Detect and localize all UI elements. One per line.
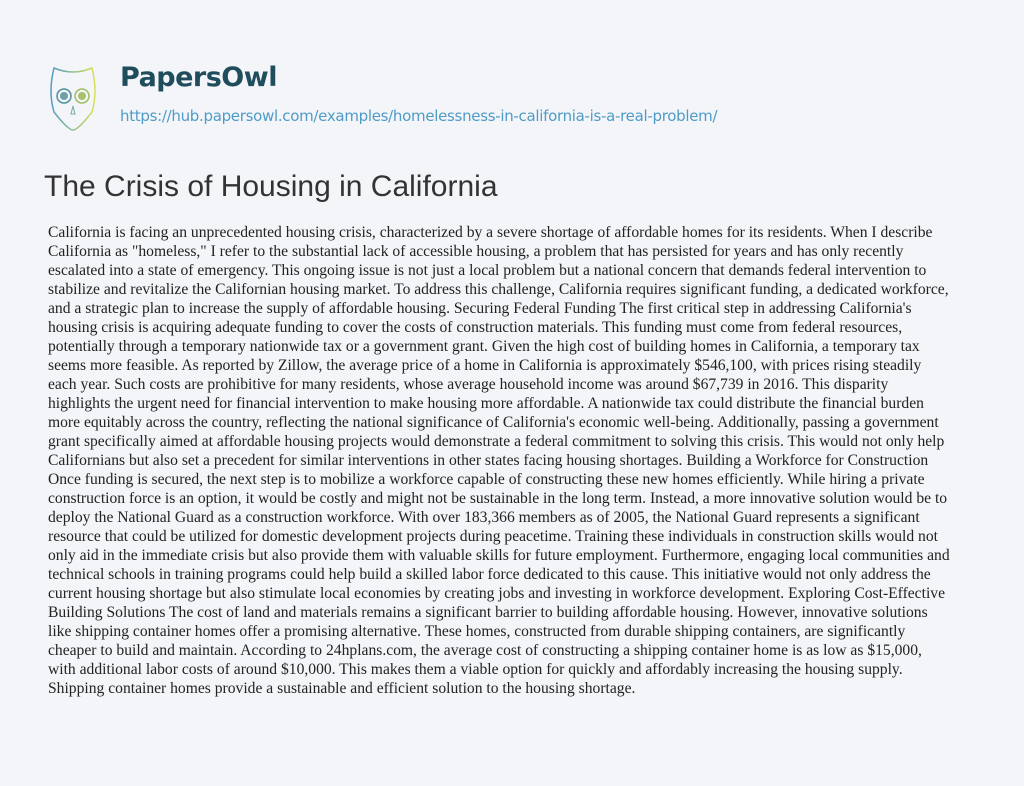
essay-line: grant specifically aimed at affordable housing projects would demonstrate a federal commitment to solving this crisis. This would not only help [48, 433, 945, 450]
essay-line: Building Solutions The cost of land and materials remains a significant barrier to building affordable housing. However, innovative solutions [48, 604, 928, 621]
essay-body [48, 223, 1008, 698]
essay-line: Californians but also set a precedent for similar interventions in other states facing housing shortages. Building a Workforce for Construction [48, 452, 929, 469]
essay-line: and a strategic plan to increase the supply of affordable housing. Securing Federal Funding The first critical step in addressing California's [48, 300, 912, 317]
page-title: The Crisis of Housing in California [44, 170, 498, 203]
essay-line: housing crisis is acquiring adequate funding to cover the costs of construction materials. This funding must come from federal resources, [48, 319, 903, 336]
essay-line: construction force is an option, it would be costly and might not be sustainable in the long term. Instead, a more innovative solution would be to [48, 490, 948, 507]
essay-line: current housing shortage but also stimulate local economies by creating jobs and investing in workforce development. Exploring Cost-Effective [48, 585, 945, 602]
essay-line: California is facing an unprecedented housing crisis, characterized by a severe shortage of affordable homes for its residents. When I describe [48, 224, 933, 241]
essay-line: Once funding is secured, the next step is to mobilize a workforce capable of constructing these new homes efficiently. While hiring a private [48, 471, 925, 488]
essay-line: stabilize and revitalize the Californian housing market. To address this challenge, California requires significant funding, a dedicated workforce, [48, 281, 949, 298]
essay-line: highlights the urgent need for financial intervention to make housing more affordable. A nationwide tax could distribute the financial burden [48, 395, 924, 412]
essay-line: deploy the National Guard as a construction workforce. With over 183,366 members as of 2005, the National Guard represents a significant [48, 509, 920, 526]
essay-line: technical schools in training programs could help build a skilled labor force dedicated to this cause. This initiative would not only address the [48, 566, 931, 583]
brand-name: PapersOwl [120, 62, 277, 93]
essay-line: Shipping container homes provide a sustainable and efficient solution to the housing shortage. [48, 680, 636, 697]
essay-line: California as "homeless," I refer to the substantial lack of accessible housing, a problem that has persisted for years and has only recently [48, 243, 904, 260]
essay-line: potentially through a temporary nationwide tax or a government grant. Given the high cost of building homes in California, a temporary tax [48, 338, 920, 355]
essay-line: like shipping container homes offer a promising alternative. These homes, constructed from durable shipping containers, are significantly [48, 623, 906, 640]
essay-line: seems more feasible. As reported by Zillow, the average price of a home in California is approximately $546,100, with prices rising steadily [48, 357, 922, 374]
essay-line: only aid in the immediate crisis but also provide them with valuable skills for future employment. Furthermore, engaging local communities and [48, 547, 950, 564]
source-url-link[interactable]: https://hub.papersowl.com/examples/homelessness-in-california-is-a-real-problem/ [120, 107, 718, 125]
owl-logo-icon [48, 62, 98, 132]
essay-line: with additional labor costs of around $10,000. This makes them a viable option for quickly and affordably increasing the housing supply. [48, 661, 903, 678]
site-header [48, 62, 717, 132]
essay-line: each year. Such costs are prohibitive for many residents, whose average household income was around $67,739 in 2016. This disparity [48, 376, 889, 393]
essay-line: cheaper to build and maintain. According to 24hplans.com, the average cost of constructing a shipping container home is as low as $15,000, [48, 642, 922, 659]
essay-line: more equitably across the country, reflecting the national significance of California's economic well-being. Additionally, passing a government [48, 414, 939, 431]
essay-line: resource that could be utilized for domestic development projects during peacetime. Training these individuals in construction skills would not [48, 528, 938, 545]
essay-line: escalated into a state of emergency. This ongoing issue is not just a local problem but a national concern that demands federal intervention to [48, 262, 927, 279]
